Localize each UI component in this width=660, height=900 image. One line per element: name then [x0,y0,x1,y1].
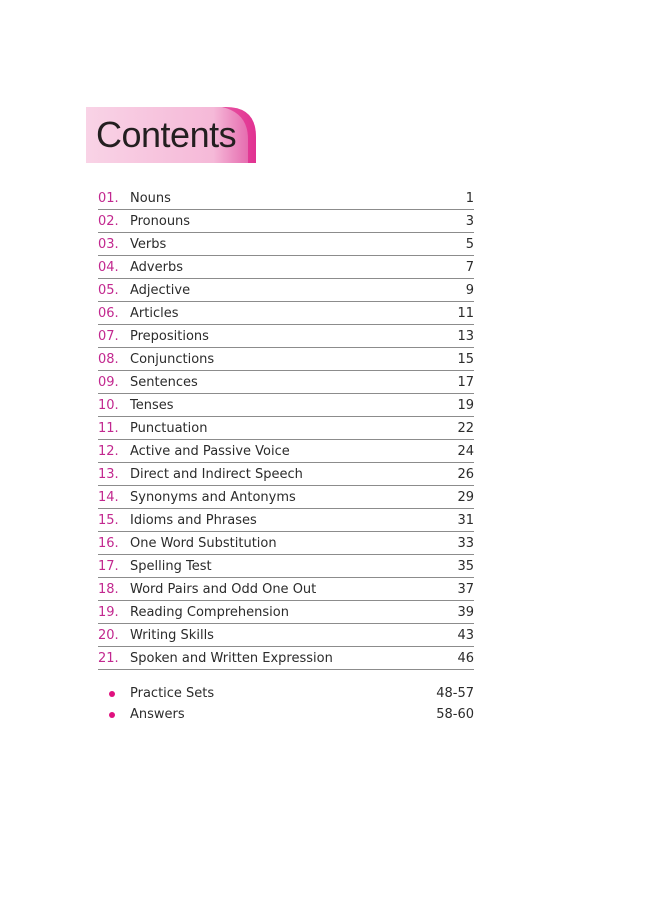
page-number: 22 [457,420,474,436]
chapter-number: 14. [98,489,119,505]
toc-row[interactable] [98,509,474,532]
toc-row[interactable] [98,371,474,394]
page-number: 39 [457,604,474,620]
toc-row[interactable] [98,302,474,325]
toc-row[interactable] [98,463,474,486]
page-title: Contents [96,114,237,155]
chapter-number: 04. [98,259,119,275]
page-number: 33 [457,535,474,551]
page-number: 24 [457,443,474,459]
toc-row[interactable] [98,325,474,348]
chapter-number: 12. [98,443,119,459]
chapter-title: Pronouns [130,213,191,229]
chapter-title: Writing Skills [130,627,214,643]
chapter-number: 08. [98,351,119,367]
chapter-title: Punctuation [130,420,208,436]
page-range: 48-57 [436,686,474,701]
toc-row[interactable] [98,440,474,463]
bullet-icon [98,691,130,697]
page-number: 5 [465,236,474,252]
chapter-number: 01. [98,190,119,206]
table-of-contents [98,187,474,670]
page-number: 35 [457,558,474,574]
chapter-title: Nouns [130,190,171,206]
chapter-number: 03. [98,236,119,252]
chapter-number: 13. [98,466,119,482]
chapter-title: Articles [130,305,179,321]
chapter-number: 11. [98,420,119,436]
chapter-number: 02. [98,213,119,229]
page-number: 11 [457,305,474,321]
chapter-title: Active and Passive Voice [130,443,290,459]
chapter-number: 17. [98,558,119,574]
chapter-title: Prepositions [130,328,209,344]
page-number: 46 [457,650,474,666]
chapter-title: Adjective [130,282,191,298]
chapter-title: Sentences [130,374,198,390]
chapter-title: Tenses [130,397,174,413]
toc-row[interactable] [98,210,474,233]
page-number: 26 [457,466,474,482]
toc-row[interactable] [98,394,474,417]
page-number: 13 [457,328,474,344]
chapter-number: 19. [98,604,119,620]
toc-row[interactable] [98,187,474,210]
chapter-number: 05. [98,282,119,298]
toc-row[interactable] [98,417,474,440]
appendix-title: Answers [130,707,185,722]
chapter-number: 20. [98,627,119,643]
page-number: 15 [457,351,474,367]
bullet-icon [98,712,130,718]
toc-row[interactable] [98,532,474,555]
page-number: 31 [457,512,474,528]
chapter-number: 21. [98,650,119,666]
chapter-number: 16. [98,535,119,551]
toc-row[interactable] [98,348,474,371]
appendix-title: Practice Sets [130,686,215,701]
chapter-number: 10. [98,397,119,413]
toc-row[interactable] [98,601,474,624]
toc-row[interactable] [98,578,474,601]
page-number: 1 [465,190,474,206]
chapter-title: Direct and Indirect Speech [130,466,303,482]
chapter-number: 06. [98,305,119,321]
chapter-title: Spelling Test [130,558,212,574]
page-number: 29 [457,489,474,505]
appendix-list [98,683,474,725]
appendix-row[interactable] [98,683,474,704]
chapter-number: 07. [98,328,119,344]
page-number: 19 [457,397,474,413]
toc-row[interactable] [98,624,474,647]
toc-row[interactable] [98,647,474,670]
page-number: 7 [465,259,474,275]
page-number: 3 [465,213,474,229]
chapter-title: Reading Comprehension [130,604,289,620]
page-number: 9 [465,282,474,298]
chapter-title: Verbs [130,236,167,252]
toc-row[interactable] [98,279,474,302]
toc-row[interactable] [98,233,474,256]
chapter-title: Synonyms and Antonyms [130,489,296,505]
chapter-title: Spoken and Written Expression [130,650,333,666]
toc-row[interactable] [98,486,474,509]
toc-row[interactable] [98,256,474,279]
page-number: 43 [457,627,474,643]
chapter-title: Adverbs [130,259,183,275]
toc-row[interactable] [98,555,474,578]
chapter-title: One Word Substitution [130,535,277,551]
chapter-number: 09. [98,374,119,390]
page-number: 37 [457,581,474,597]
chapter-number: 18. [98,581,119,597]
contents-header [86,107,256,163]
chapter-title: Idioms and Phrases [130,512,257,528]
page-range: 58-60 [436,707,474,722]
page-number: 17 [457,374,474,390]
appendix-row[interactable] [98,704,474,725]
chapter-number: 15. [98,512,119,528]
chapter-title: Conjunctions [130,351,215,367]
chapter-title: Word Pairs and Odd One Out [130,581,317,597]
